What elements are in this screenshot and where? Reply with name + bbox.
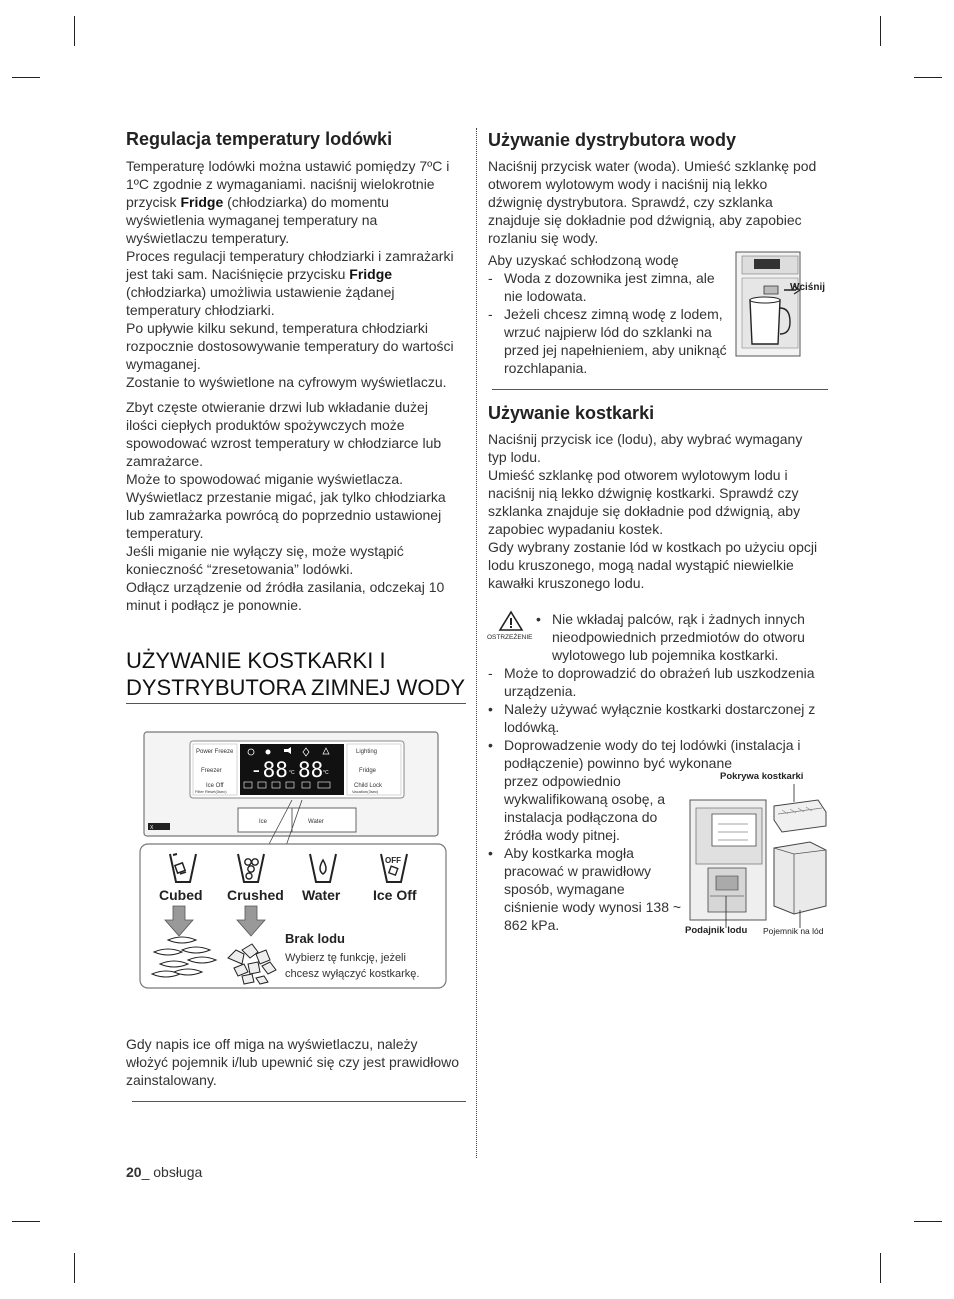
list-item-text: Nie wkładaj palców, rąk i żadnych innych nieodpowiednich przedmiotów do otworu wylotowego lub pojemnika kostkarki. xyxy=(552,611,805,663)
paragraph: Jeśli miganie nie wyłączy się, może wystąpić konieczność “zresetowania” lodówki. xyxy=(126,543,404,577)
filter-reset-label: Filter Reset(3sec) xyxy=(195,789,227,794)
dash-marker: - xyxy=(488,306,493,322)
dash-marker: - xyxy=(488,665,493,681)
power-freeze-label: Power Freeze xyxy=(196,749,234,755)
fridge-unit: °C xyxy=(323,770,329,776)
section-title-water: Używanie dystrybutora wody xyxy=(488,130,737,150)
paragraph: przez odpowiednio wykwalifikowaną osobę, a instalacja podłączona do źródła wody pitnej. xyxy=(504,773,666,843)
section-title-ice: Używanie kostkarki xyxy=(488,403,655,423)
paragraph: Umieść szklankę pod otworem wylotowym lodu i naciśnij nią lekko dźwignię kostkarki. Sprawdź czy szklanka znajduje się dokładnie pod dźwignią, aby zapobiec wypadaniu kostek. xyxy=(488,467,801,537)
warning-icon xyxy=(498,610,524,632)
crop-mark xyxy=(914,77,942,78)
ice-button-label: Ice xyxy=(259,819,268,825)
warning-list xyxy=(488,664,830,772)
water-body: Naciśnij przycisk water (woda). Umieść szklankę pod otworem wylotowym wody i naciśnij nią lekko dźwignię dystrybutora. Sprawdź, czy szklanka znajduje się dokładnie pod dźwignią, aby zapobiec rozlaniu się wody. xyxy=(488,158,817,246)
list-item-text: Jeżeli chcesz zimną wodę z lodem, wrzuć najpierw lód do szklanki na przed jej napełnieniem, aby uniknąć rozchlapania. xyxy=(504,306,727,376)
bold-text: Fridge xyxy=(349,266,393,282)
cover-label: Pokrywa kostkarki xyxy=(720,771,804,782)
paragraph: Naciśnij przycisk ice (lodu), aby wybrać wymagany typ lodu. xyxy=(488,431,803,465)
bullet-marker: • xyxy=(488,845,493,861)
water-button-label: Water xyxy=(308,819,324,825)
bullet-marker: • xyxy=(488,701,493,717)
ice-modes-box xyxy=(140,844,446,988)
crop-mark xyxy=(880,16,881,46)
no-ice-desc-line: Wybierz tę funkcję, jeżeli xyxy=(285,952,406,964)
paragraph: Zostanie to wyświetlone na cyfrowym wyświetlaczu. xyxy=(126,374,447,390)
section-body-temperature xyxy=(126,157,462,614)
chapter-title xyxy=(126,647,465,701)
fridge-temp-digits: 88 xyxy=(298,758,324,782)
text: (chłodziarka) do momentu wyświetlenia wymaganej temperatury na wyświetlaczu temperatury. xyxy=(126,194,389,246)
column-divider xyxy=(476,128,477,1158)
paragraph: Gdy wybrany zostanie lód w kostkach po użyciu opcji lodu kruszonego, mogą nadal wystąpić niewielkie kawałki kruszonego lodu. xyxy=(488,539,818,591)
crop-mark xyxy=(880,1253,881,1283)
list-item xyxy=(488,664,830,700)
warning-list-continued xyxy=(504,772,682,844)
paragraph: Zbyt częste otwieranie drzwi lub wkładanie dużej ilości ciepłych produktów spożywczych może spowodować wzrost temperatury w chłodziarce lub zamrażarce. xyxy=(126,399,442,469)
page-label: _ obsługa xyxy=(141,1164,203,1180)
water-dispenser-illustration xyxy=(734,250,830,360)
paragraph xyxy=(126,157,462,247)
fridge-label: Fridge xyxy=(359,768,377,774)
ice-bucket xyxy=(774,842,826,914)
bold-text: Fridge xyxy=(180,194,224,210)
lighting-label: Lighting xyxy=(356,749,378,755)
bucket-label: Pojemnik na lód xyxy=(763,926,824,936)
ice-off-note: Gdy napis ice off miga na wyświetlaczu, należy włożyć pojemnik i/lub upewnić się czy jest prawidłowo zainstalowany. xyxy=(126,1036,460,1088)
list-item-text: Może to doprowadzić do obrażeń lub uszkodzenia urządzenia. xyxy=(504,665,815,699)
list-item-text: Woda z dozownika jest zimna, ale nie lodowata. xyxy=(504,270,715,304)
freezer-unit: °C xyxy=(289,770,295,776)
list-item-text: Aby kostkarka mogła pracować w prawidłowy sposób, wymagane ciśnienie wody wynosi 138 ~ 862 kPa. xyxy=(504,845,682,933)
off-icon-text: OFF xyxy=(385,856,401,865)
warning-label: OSTRZEŻENIE xyxy=(487,634,533,641)
crushed-label: Crushed xyxy=(227,887,284,903)
list-item xyxy=(488,700,830,736)
text: (chłodziarka) umożliwia ustawienie żądanej temperatury chłodziarki. xyxy=(126,284,395,318)
press-label: Wciśnij xyxy=(790,282,826,293)
list-item xyxy=(488,305,728,377)
paragraph: Po upływie kilku sekund, temperatura chłodziarki rozpocznie dostosowywanie temperatury do wartości wymaganej. xyxy=(126,320,454,372)
ice-maker-illustration xyxy=(686,784,834,928)
list-item-text: Należy używać wyłącznie kostkarki dostarczonej z lodówką. xyxy=(504,701,816,735)
ice-off-label-mode: Ice Off xyxy=(373,887,417,903)
dash-marker: - xyxy=(488,270,493,286)
warning-list-last xyxy=(488,844,682,934)
paragraph xyxy=(126,247,462,319)
list-item xyxy=(488,269,728,305)
no-ice-desc-line: chcesz wyłączyć kostkarkę. xyxy=(285,968,420,980)
crop-mark xyxy=(12,77,40,78)
text: Proces regulacji temperatury chłodziarki i zamrażarki jest taki sam. Naciśnięcie przycisku xyxy=(126,248,454,282)
section-rule xyxy=(492,389,828,390)
freezer-temp-digits: -88 xyxy=(250,758,288,782)
crop-mark xyxy=(74,16,75,46)
bullet-marker: • xyxy=(536,611,541,627)
cubed-label: Cubed xyxy=(159,887,203,903)
water-button xyxy=(292,808,356,832)
model-badge: X xyxy=(150,825,154,831)
child-lock-label: Child Lock xyxy=(354,783,383,789)
freezer-label: Freezer xyxy=(201,768,222,774)
section-title-temperature: Regulacja temperatury lodówki xyxy=(126,129,393,149)
crop-mark xyxy=(74,1253,75,1283)
page-footer xyxy=(126,1164,202,1180)
crop-mark xyxy=(914,1221,942,1222)
ice-maker-cover xyxy=(774,800,826,832)
water-label: Water xyxy=(302,887,341,903)
list-item xyxy=(488,736,830,772)
warning-first-item xyxy=(536,610,826,664)
list-item-text: Doprowadzenie wody do tej lodówki (instalacja i podłączenie) powinno być wykonane xyxy=(504,737,801,771)
paragraph: Wyświetlacz przestanie migać, jak tylko chłodziarka lub zamrażarka powrócą do poprzednio ustawionej temperatury. xyxy=(126,489,446,541)
chapter-title-line: DYSTRYBUTORA ZIMNEJ WODY xyxy=(126,675,466,700)
text: Temperaturę lodówki można ustawić pomiędzy 7ºC i 1ºC zgodnie z wymaganiami. naciśnij wielokrotnie przycisk xyxy=(126,158,450,210)
title-rule xyxy=(126,703,466,704)
list-item xyxy=(536,610,826,664)
dispenser-label: Podajnik lodu xyxy=(685,925,748,936)
control-panel-illustration xyxy=(138,728,450,992)
ice-body xyxy=(488,430,824,592)
page-number: 20 xyxy=(126,1164,142,1180)
crop-mark xyxy=(12,1221,40,1222)
ice-off-label: Ice Off xyxy=(206,783,224,789)
bullet-marker: • xyxy=(488,737,493,753)
paragraph: Może to spowodować miganie wyświetlacza. xyxy=(126,471,404,487)
section-rule xyxy=(132,1101,466,1102)
vacation-label: Vacation(3sec) xyxy=(352,789,379,794)
paragraph: Odłącz urządzenie od źródła zasilania, odczekaj 10 minut i podłącz je ponownie. xyxy=(126,579,445,613)
chapter-title-line: UŻYWANIE KOSTKARKI I xyxy=(126,648,386,673)
water-chilled-list xyxy=(488,251,728,377)
no-ice-title: Brak lodu xyxy=(285,931,345,946)
list-item xyxy=(488,844,682,934)
glass-icon xyxy=(750,300,780,344)
paragraph: Aby uzyskać schłodzoną wodę xyxy=(488,252,679,268)
